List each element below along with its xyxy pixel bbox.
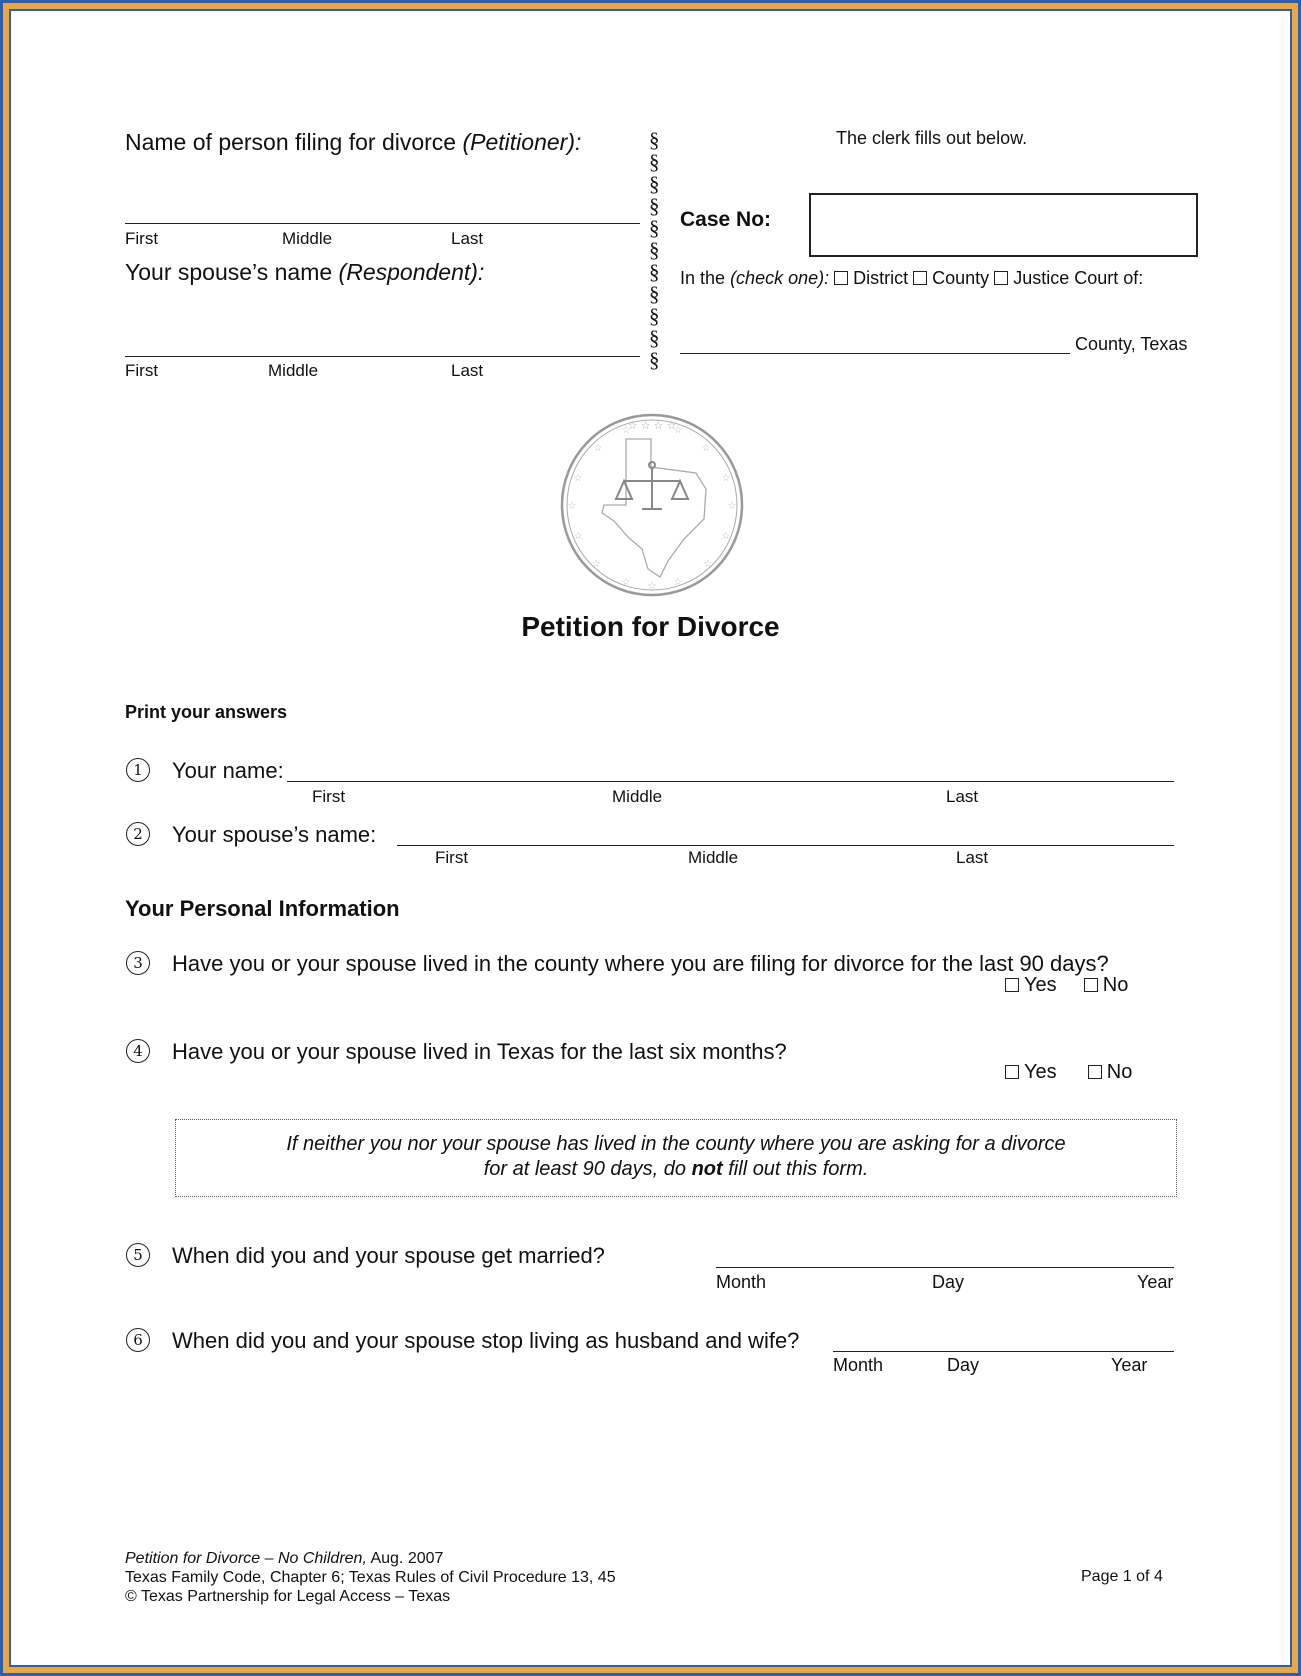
clerk-note: The clerk fills out below.	[836, 128, 1028, 148]
notice-line-1: If neither you nor your spouse has lived in the county where you are asking for a divorce	[286, 1133, 1066, 1155]
marriage-date-line[interactable]	[716, 1267, 1174, 1268]
question-5-text: When did you and your spouse get married?	[172, 1243, 605, 1268]
svg-text:☆: ☆	[647, 581, 657, 592]
county-texas-label: County, Texas	[1075, 334, 1188, 354]
question-2-text: Your spouse’s name:	[172, 822, 377, 847]
svg-text:☆: ☆	[593, 443, 603, 454]
separation-date-line[interactable]	[833, 1351, 1174, 1352]
q4-yes-checkbox[interactable]: Yes	[1005, 1061, 1057, 1083]
your-name-first: First	[312, 787, 346, 806]
q3-yes-checkbox[interactable]: Yes	[1005, 974, 1057, 996]
svg-text:☆: ☆	[673, 425, 683, 436]
respondent-first-label: First	[125, 361, 159, 380]
personal-info-heading: Your Personal Information	[125, 896, 400, 921]
svg-text:☆ ☆ ☆ ☆: ☆ ☆ ☆ ☆	[627, 420, 677, 432]
petitioner-middle-label: Middle	[282, 229, 333, 248]
petitioner-label: Name of person filing for divorce (Petitioner):	[125, 129, 582, 155]
svg-text:☆: ☆	[567, 501, 577, 512]
question-3-text: Have you or your spouse lived in the county where you are filing for divorce for the last 90 days?	[172, 951, 1109, 976]
your-name-middle: Middle	[612, 787, 663, 806]
svg-text:☆: ☆	[721, 473, 731, 484]
svg-text:☆: ☆	[721, 531, 731, 542]
question-4-number: 4	[126, 1039, 150, 1063]
respondent-last-label: Last	[451, 361, 484, 380]
spouse-name-middle: Middle	[688, 848, 739, 867]
footer-line-1: Petition for Divorce – No Children, Aug. 2007	[125, 1550, 444, 1567]
svg-text:☆: ☆	[573, 473, 583, 484]
question-4-text: Have you or your spouse lived in Texas for the last six months?	[172, 1039, 787, 1064]
q4-no-checkbox[interactable]: No	[1088, 1061, 1133, 1083]
texas-seal	[556, 409, 748, 601]
case-no-label: Case No:	[680, 208, 772, 231]
footer-citation	[125, 1549, 616, 1606]
footer-line-3: © Texas Partnership for Legal Access – Texas	[125, 1588, 451, 1605]
respondent-label: Your spouse’s name (Respondent):	[125, 259, 485, 285]
respondent-name-line[interactable]	[125, 356, 640, 357]
svg-text:☆: ☆	[621, 577, 631, 588]
svg-text:☆: ☆	[673, 577, 683, 588]
your-name-last: Last	[946, 787, 979, 806]
notice-line-2: for at least 90 days, do not fill out this form.	[483, 1158, 869, 1180]
petitioner-last-label: Last	[451, 229, 484, 248]
q3-no-checkbox[interactable]: No	[1084, 974, 1129, 996]
marriage-month: Month	[716, 1272, 767, 1292]
case-no-box[interactable]	[809, 193, 1198, 257]
svg-text:☆: ☆	[621, 425, 631, 436]
question-1-number: 1	[126, 758, 150, 782]
question-2-number: 2	[126, 822, 150, 846]
marriage-year: Year	[1137, 1272, 1174, 1292]
svg-text:☆: ☆	[573, 531, 583, 542]
spouse-name-line[interactable]	[397, 845, 1174, 846]
svg-text:☆: ☆	[591, 559, 601, 570]
question-5-number: 5	[126, 1243, 150, 1267]
section-symbol-column: § § § § § § § § § § §	[649, 128, 660, 372]
separation-year: Year	[1111, 1355, 1148, 1375]
separation-day: Day	[947, 1355, 980, 1375]
print-answers-label: Print your answers	[125, 702, 288, 722]
question-6-number: 6	[126, 1328, 150, 1352]
question-3-number: 3	[126, 951, 150, 975]
county-name-line[interactable]	[680, 353, 1070, 354]
svg-text:☆: ☆	[701, 443, 711, 454]
page-title: Petition for Divorce	[521, 611, 780, 642]
separation-month: Month	[833, 1355, 884, 1375]
notice-box	[175, 1119, 1177, 1197]
question-6-text: When did you and your spouse stop living as husband and wife?	[172, 1328, 800, 1353]
question-1-text: Your name:	[172, 758, 284, 783]
your-name-line[interactable]	[287, 781, 1174, 782]
page-number: Page 1 of 4	[1081, 1568, 1163, 1585]
spouse-name-first: First	[435, 848, 469, 867]
county-checkbox[interactable]: County	[913, 268, 989, 288]
document-page	[11, 11, 1290, 1665]
spouse-name-last: Last	[956, 848, 989, 867]
footer-line-2: Texas Family Code, Chapter 6; Texas Rules of Civil Procedure 13, 45	[125, 1569, 616, 1586]
petitioner-name-line[interactable]	[125, 223, 640, 224]
district-checkbox[interactable]: District	[834, 268, 908, 288]
svg-text:☆: ☆	[727, 501, 737, 512]
justice-court-checkbox[interactable]: Justice Court of:	[994, 268, 1143, 288]
petitioner-first-label: First	[125, 229, 159, 248]
question-3-options	[1005, 974, 1128, 997]
svg-text:☆: ☆	[703, 559, 713, 570]
question-4-options	[1005, 1061, 1132, 1084]
marriage-day: Day	[932, 1272, 965, 1292]
court-selection: In the (check one): District County Justice Court of:	[680, 268, 1144, 288]
respondent-middle-label: Middle	[268, 361, 319, 380]
